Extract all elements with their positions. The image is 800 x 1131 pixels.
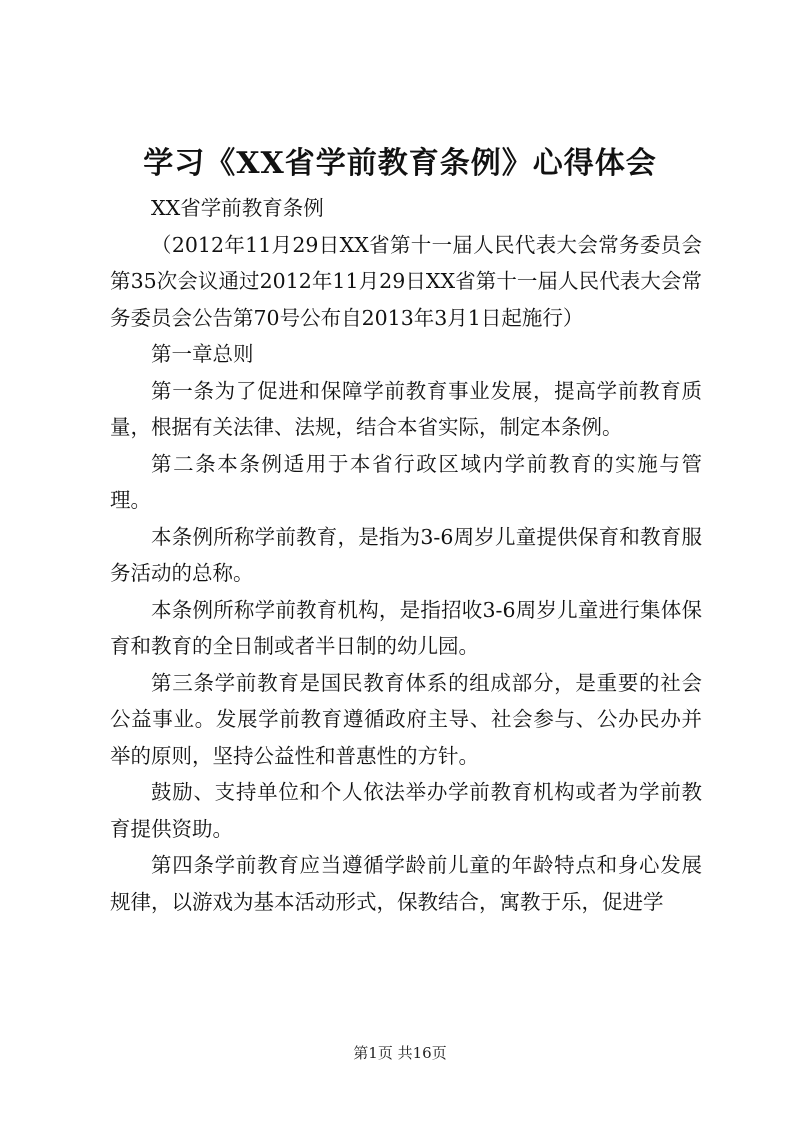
document-title: 学习《XX省学前教育条例》心得体会 [143, 146, 657, 181]
paragraph-article-1: 第一条为了促进和保障学前教育事业发展，提高学前教育质量，根据有关法律、法规，结合本省实际，制定本条例。 [110, 378, 702, 439]
paragraph-article-2: 第二条本条例适用于本省行政区域内学前教育的实施与管理。 [110, 451, 702, 512]
paragraph-chapter-heading: 第一章总则 [151, 342, 254, 366]
paragraph-definition-preschool-institution: 本条例所称学前教育机构，是指招收3-6周岁儿童进行集体保育和教育的全日制或者半日制的幼儿园。 [110, 597, 702, 658]
paragraph-article-3: 第三条学前教育是国民教育体系的组成部分，是重要的社会公益事业。发展学前教育遵循政府主导、社会参与、公办民办并举的原则，坚持公益性和普惠性的方针。 [110, 670, 702, 768]
paragraph-definition-preschool-education: 本条例所称学前教育，是指为3-6周岁儿童提供保育和教育服务活动的总称。 [110, 524, 702, 585]
paragraph-adoption-note: （2012年11月29日XX省第十一届人民代表大会常务委员会第35次会议通过2012年11月29日XX省第十一届人民代表大会常务委员会公告第70号公布自2013年3月1日起施行） [110, 232, 702, 330]
page-footer: 第1页 共16页 [353, 1044, 447, 1062]
paragraph-encouragement: 鼓励、支持单位和个人依法举办学前教育机构或者为学前教育提供资助。 [110, 780, 702, 841]
document-body [110, 190, 702, 920]
paragraph-article-4: 第四条学前教育应当遵循学龄前儿童的年龄特点和身心发展规律，以游戏为基本活动形式，保教结合，寓教于乐，促进学 [110, 853, 702, 914]
paragraph-regulation-name: XX省学前教育条例 [151, 196, 324, 220]
